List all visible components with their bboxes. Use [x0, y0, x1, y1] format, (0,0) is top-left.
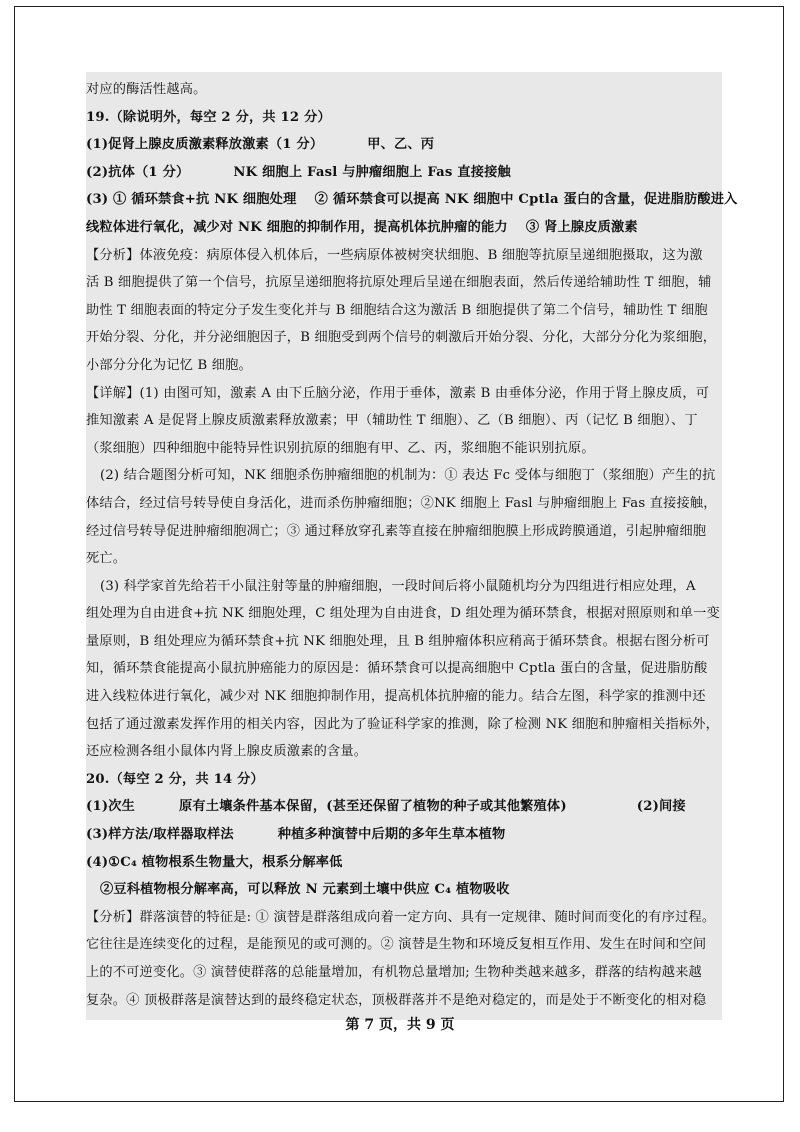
q19-header: 19.（除说明外，每空 2 分，共 12 分）	[86, 109, 331, 125]
q20-answer-3: (3)样方法/取样器取样法 种植多种演替中后期的多年生草本植物	[86, 827, 506, 843]
q19-detail3-line: 知，循环禁食能提高小鼠抗肿癌能力的原因是：循环禁食可以提高细胞中 Cptla 蛋白的含量，促进脂肪酸	[86, 661, 708, 677]
q19-detail3-line: 量原则，B 组处理应为循环禁食+抗 NK 细胞处理，且 B 组肿瘤体积应稍高于循环禁食。根据右图分析可	[86, 633, 710, 649]
q19-detail-line: （浆细胞）四种细胞中能特异性识别抗原的细胞有甲、乙、丙，浆细胞不能识别抗原。	[86, 440, 595, 456]
q19-detail-line: 【详解】(1) 由图可知，激素 A 由下丘脑分泌，作用于垂体，激素 B 由垂体分泌，作用于肾上腺皮质，可	[86, 385, 710, 401]
q20-analysis-line: 它往往是连续变化的过程，是能预见的或可测的。② 演替是生物和环境反复相互作用、发生在时间和空间	[86, 937, 707, 953]
q19-analysis-line: 活 B 细胞提供了第一个信号，抗原呈递细胞将抗原处理后呈递在细胞表面，然后传递给辅助性 T 细胞，辅	[86, 275, 712, 291]
q19-detail3-line: 进入线粒体进行氧化，减少对 NK 细胞抑制作用，提高机体抗肿瘤的能力。结合左图，科学家的推测中还	[86, 689, 706, 705]
q20-header: 20.（每空 2 分，共 14 分）	[86, 771, 264, 787]
q19-detail3-line: (3) 科学家首先给若干小鼠注射等量的肿瘤细胞，一段时间后将小鼠随机均分为四组进行相应处理，A	[100, 578, 696, 594]
q19-detail-line: 推知激素 A 是促肾上腺皮质激素释放激素；甲（辅助性 T 细胞）、乙（B 细胞）、丙（记忆 B 细胞）、丁	[86, 413, 698, 429]
q20-answer-4-cont: ②豆科植物根分解率高，可以释放 N 元素到土壤中供应 C₄ 植物吸收	[100, 882, 510, 898]
q19-detail3-line: 包括了通过激素发挥作用的相关内容，因此为了验证科学家的推测，除了检测 NK 细胞和肿瘤相关指标外，	[86, 716, 720, 732]
q19-detail3-line: 组处理为自由进食+抗 NK 细胞处理，C 组处理为自由进食，D 组处理为循环禁食，根据对照原则和单一变	[86, 606, 720, 622]
q19-answer-3: (3) ① 循环禁食+抗 NK 细胞处理 ② 循环禁食可以提高 NK 细胞中 Cptla 蛋白的含量，促进脂肪酸进入	[86, 192, 738, 208]
q19-analysis-line: 【分析】体液免疫：病原体侵入机体后，一些病原体被树突状细胞、B 细胞等抗原呈递细胞摄取，这为激	[86, 247, 703, 263]
q20-analysis-line: 【分析】群落演替的特征是: ① 演替是群落组成向着一定方向、具有一定规律、随时间而变化的有序过程。	[86, 909, 716, 925]
q19-answer-1: (1)促肾上腺皮质激素释放激素（1 分） 甲、乙、丙	[86, 137, 435, 153]
q19-answer-2: (2)抗体（1 分） NK 细胞上 Fasl 与肿瘤细胞上 Fas 直接接触	[86, 164, 511, 180]
q19-detail2-line: 死亡。	[86, 551, 127, 567]
q19-analysis-line: 开始分裂、分化，并分泌细胞因子，B 细胞受到两个信号的刺激后开始分裂、分化，大部分分化为浆细胞，	[86, 330, 717, 346]
q20-answer-4: (4)①C₄ 植物根系生物量大，根系分解率低	[86, 854, 343, 870]
q20-analysis-line: 上的不可逆变化。③ 演替使群落的总能量增加，有机物总量增加; 生物种类越来越多，群落的结构越来越	[86, 965, 702, 980]
q19-answer-3-cont: 线粒体进行氧化，减少对 NK 细胞的抑制作用，提高机体抗肿瘤的能力 ③ 肾上腺皮质激素	[86, 219, 638, 235]
q20-answer-1: (1)次生 原有土壤条件基本保留，(甚至还保留了植物的种子或其他繁殖体) (2)间接	[86, 799, 686, 815]
q19-analysis-line: 小部分分化为记忆 B 细胞。	[86, 357, 252, 373]
q19-detail2-line: 经过信号转导促进肿瘤细胞凋亡；③ 通过释放穿孔素等直接在肿瘤细胞膜上形成跨膜通道，引起肿瘤细胞	[86, 523, 707, 539]
text-line: 对应的酶活性越高。	[86, 82, 207, 97]
q19-detail3-line: 还应检测各组小鼠体内肾上腺皮质激素的含量。	[86, 744, 368, 760]
q19-detail2-line: (2) 结合题图分析可知，NK 细胞杀伤肿瘤细胞的机制为：① 表达 Fc 受体与细胞丁（浆细胞）产生的抗	[100, 468, 716, 484]
page-number-footer: 第 7 页，共 9 页	[345, 1017, 455, 1033]
q20-analysis-line: 复杂。④ 顶极群落是演替达到的最终稳定状态，顶极群落并不是绝对稳定的，而是处于不断变化的相对稳	[86, 992, 707, 1008]
q19-analysis-line: 助性 T 细胞表面的特定分子发生变化并与 B 细胞结合这为激活 B 细胞提供了第二个信号，辅助性 T 细胞	[86, 302, 708, 318]
document-body	[86, 72, 738, 1020]
q19-detail2-line: 体结合，经过信号转导使自身活化，进而杀伤肿瘤细胞；②NK 细胞上 Fasl 与肿瘤细胞上 Fas 直接接触，	[86, 495, 717, 511]
